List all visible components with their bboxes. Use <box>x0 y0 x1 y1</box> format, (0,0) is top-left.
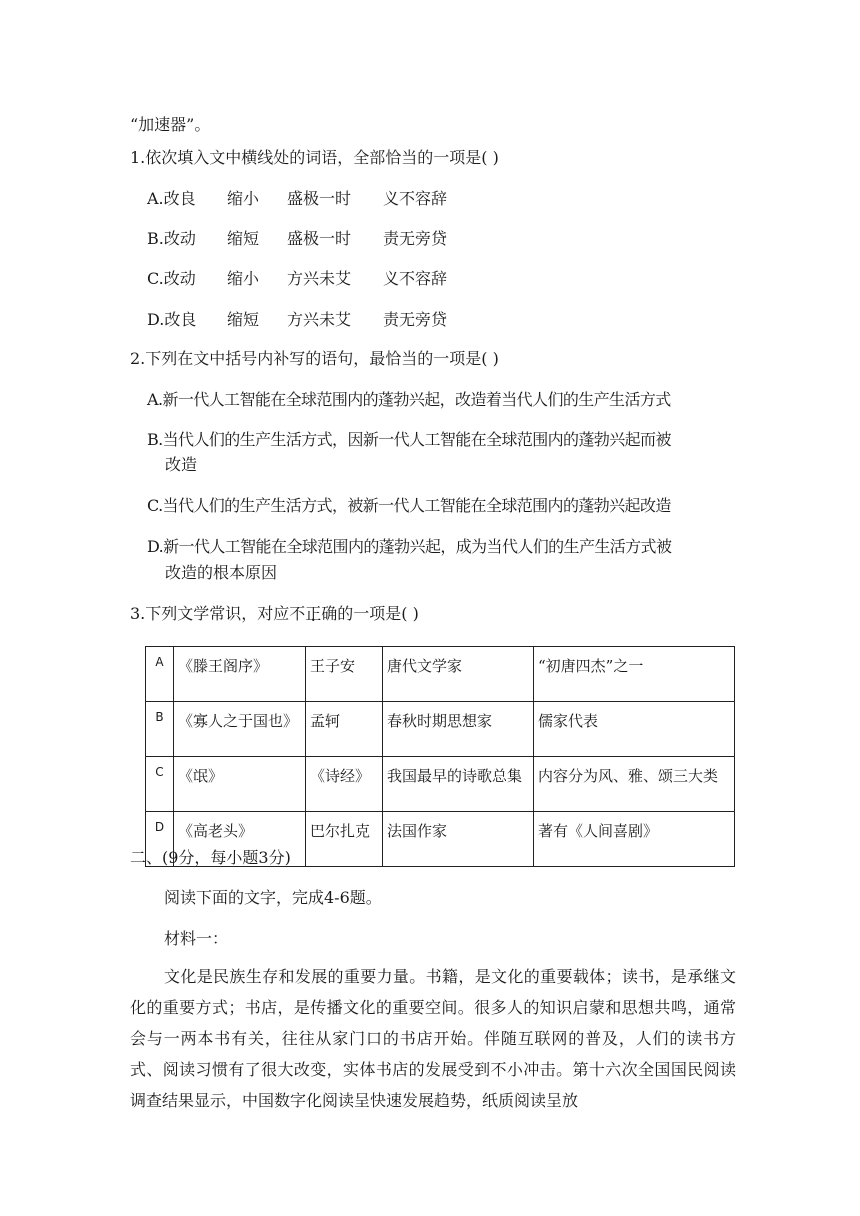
q2-option-d-continued: 改造的根本原因 <box>165 563 278 582</box>
emphasis-text: 不正确 <box>289 604 338 623</box>
q2-option-a: A.新一代人工智能在全球范围内的蓬勃兴起，改造着当代人们的生产生活方式 <box>147 390 671 409</box>
q1-option-a: A.改良 缩小 盛极一时 义不容辞 <box>147 189 448 208</box>
q1-stem: 1.依次填入文中横线处的词语，全部恰当的一项是( ) <box>130 148 499 167</box>
table-row: B 《寡人之于国也》 孟轲 春秋时期思想家 儒家代表 <box>146 702 735 757</box>
q1-option-c: C.改动 缩小 方兴未艾 义不容辞 <box>147 269 448 288</box>
q1-option-d: D.改良 缩短 方兴未艾 责无旁贷 <box>147 310 448 329</box>
material-paragraph: 文化是民族生存和发展的重要力量。书籍，是文化的重要载体；读书，是承继文化的重要方式；书店，是传播文化的重要空间。很多人的知识启蒙和思想共鸣，通常会与一两本书有关，往往从家门口的书店开始。伴随互联网的普及，人们的读书方式、阅读习惯有了很大改变，实体书店的发展受到不小冲击。第十六次全国国民阅读调查结果显示，中国数字化阅读呈快速发展趋势，纸质阅读呈放 <box>130 967 736 1110</box>
section-heading: 二、(9分，每小题3分) <box>130 848 291 867</box>
q2-option-d: D.新一代人工智能在全球范围内的蓬勃兴起，成为当代人们的生产生活方式被 <box>147 537 672 556</box>
q2-option-c: C.当代人们的生产生活方式，被新一代人工智能在全球范围内的蓬勃兴起改造 <box>147 496 671 515</box>
q2-stem: 2.下列在文中括号内补写的语句，最恰当的一项是( ) <box>130 349 499 368</box>
q1-option-b: B.改动 缩短 盛极一时 责无旁贷 <box>147 229 448 248</box>
q3-stem: 3.下列文学常识，对应不正确的一项是( ) <box>130 604 419 623</box>
table-row: D 《高老头》 巴尔扎克 法国作家 著有《人间喜剧》 <box>146 812 735 867</box>
top-fragment: “加速器”。 <box>130 115 211 134</box>
material-label: 材料一： <box>164 929 229 948</box>
table-row: A 《滕王阁序》 王子安 唐代文学家 “初唐四杰”之一 <box>146 647 735 702</box>
table-row: C 《氓》 《诗经》 我国最早的诗歌总集 内容分为风、雅、颂三大类 <box>146 757 735 812</box>
reading-instruction: 阅读下面的文字，完成4-6题。 <box>164 888 382 907</box>
q2-option-b: B.当代人们的生产生活方式，因新一代人工智能在全球范围内的蓬勃兴起而被 <box>147 430 671 449</box>
q2-option-b-continued: 改造 <box>165 455 198 474</box>
literature-table <box>145 646 735 867</box>
